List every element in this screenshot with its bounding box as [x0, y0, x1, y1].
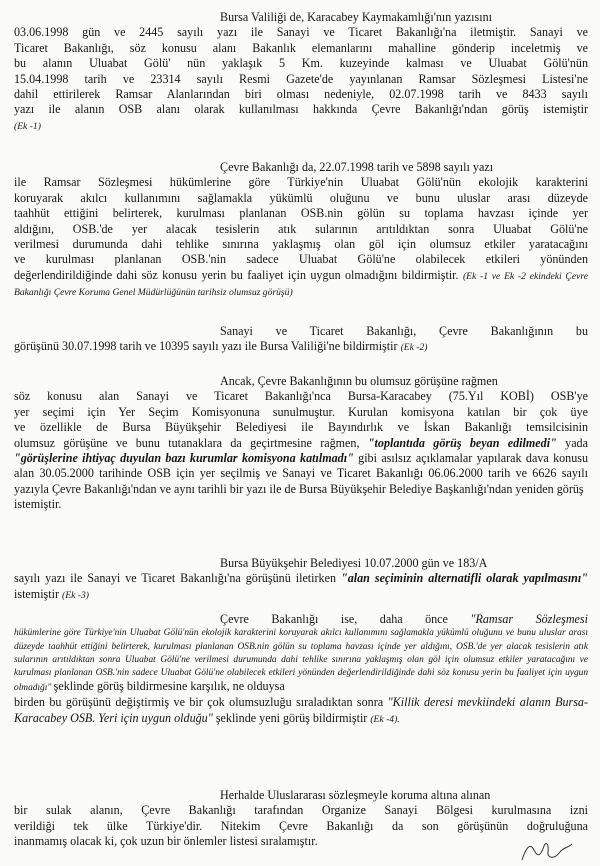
quoted-statement: mevkiindeki alanın Bursa-Karacabey OSB. Yeri için uygun olduğu" [14, 695, 589, 725]
text-segment: istemiştir [14, 586, 60, 601]
quote-line: Gölü'ne verilmesi durumunda dahi tehlike sınırına yaklaşmış olan göl için olumsuz etkiler yaratacağını ve [160, 654, 589, 665]
quote-line: söz konusu yerin bu faaliyet için uygun olmadığı" [14, 668, 589, 694]
text-line: Ancak, Çevre Bakanlığının bu olumsuz görüşüne rağmen [220, 374, 498, 388]
text-line: aldığını, OSB.'de yer alacak tesislerin atık sularının arıtıldıktan sonra Uluabat Gölü'ne [14, 221, 588, 236]
text-line: 03.06.1998 gün ve 2445 sayılı yazı ile Sanayi ve Ticaret Bakanlığı'na iletmiştir. Sanayi ve [14, 25, 588, 40]
quoted-statement: "toplantıda görüş beyan edilmedi" [367, 435, 557, 450]
paragraph-4 [14, 374, 588, 513]
text-segment: birden bu görüşünü değiştirmiş ve bir çok olumsuzluğu sıraladıktan sonra [14, 695, 384, 710]
text-segment: Sanayi ve Ticaret Bakanlığı 06.06.2000 tarih ve 6626 sayılı yazıyla Çevre Bakanlığı'ndan ve [14, 466, 588, 496]
text-line: inanmamış olacak ki, çok uzun bir önlemler listesi sıralamıştır. [14, 834, 318, 849]
text-segment: değerlendirildiğinde dahi söz konusu yerin bu faaliyet için uygun olmadığını bildirmiştir. [14, 267, 459, 282]
text-line: söz konusu alan Sanayi ve Ticaret Bakanlığı'nca Bursa-Karacabey (75.Yıl KOBİ) OSB'ye [14, 389, 588, 404]
paragraph-3 [14, 324, 588, 356]
quote-line: hükümlerine göre Türkiye'nin Uluabat Gölü'nün ekolojik karakterini koruyarak akılcı kullanımını sağlamakla [14, 628, 434, 639]
text-block [14, 436, 588, 498]
text-line: yer seçimi için Yer Seçim Komisyonuna sunulmuştur. Kurulan komisyona katılan bir çok üye [14, 404, 588, 419]
text-segment: gibi [358, 450, 377, 465]
paragraph-7 [14, 788, 588, 850]
text-line [14, 268, 588, 301]
text-segment: şeklinde yeni görüş [215, 710, 310, 725]
text-segment: bildirmiştir [312, 710, 368, 725]
text-line: Ticaret Bakanlığı, söz konusu alanı Bakanlık elemanlarını mahalline gönderip inceletmiş ve [14, 40, 588, 55]
reference [14, 118, 588, 134]
quoted-block [14, 627, 588, 695]
quote-line: yükümlü oluğunu ve bunu uluslar arası düzeyde taahhüt ettiğini belirterek, kurulması planlanan OSB.nin gölün [14, 628, 588, 652]
paragraph-2 [14, 160, 588, 301]
text-line: Sanayi ve Ticaret Bakanlığı, Çevre Bakanlığının bu [220, 324, 588, 338]
text-segment: Çevre Bakanlığı ise, daha önce [220, 612, 448, 626]
exhibit-reference: (Ek -1 ve Ek -2 ekindeki Çevre Bakanlığı Çevre Koruma Genel Müdürlüğünün tarihsiz olumsuz görüşü) [14, 270, 588, 299]
text-segment: görüşünü 30.07.1998 tarih ve 10395 sayılı yazı ile Bursa Valiliği'ne bildirmiştir [14, 339, 398, 354]
text-line: bu alanın Uluabat Gölü' nün yaklaşık 5 Km. kuzeyinde kalması ve Uluabat Gölü'nün [14, 56, 588, 71]
text-line: verilmesi durumunda dahi tehlike sınırına yaklaşmış olan göl için olumsuz etkiler yaratacağını [14, 236, 588, 251]
quoted-statement: "Ramsar Sözleşmesi [470, 612, 588, 626]
text-line: bir sulak alanın, Çevre Bakanlığı tarafından Organize Sanayi Bölgesi kurulmasına izni [14, 803, 588, 818]
text-line: istemiştir. [14, 497, 62, 512]
text-segment: aynı tarihli bir yazı ile de Bursa Büyükşehir Belediye Başkanlığı'ndan yeniden görüş [174, 481, 584, 496]
text-line: Bursa Valiliği de, Karacabey Kaymakamlığı'nın yazısını [220, 10, 492, 24]
text-block [14, 571, 588, 603]
exhibit-reference: (Ek -1) [14, 120, 41, 132]
quoted-statement: "görüşlerine ihtiyaç duyulan bazı kurumlar komisyona katılmadı" [14, 450, 354, 465]
exhibit-reference: (Ek -2) [400, 342, 428, 354]
text-line: ve kurulması planlanan OSB.'nin sadece Uluabat Gölü'ne olabilecek etkileri yönünden [14, 252, 588, 267]
quoted-statement: "Killik deresi [387, 695, 454, 710]
text-segment: asılsız açıklamalar yapılarak dava konusu alan 30.05.2000 tarihinde OSB için yer seçilmiş ve [14, 450, 589, 481]
text-line: verildiği tek ülke Türkiye'dir. Nitekim Çevre Bakanlığı da son görüşünün doğruluğuna [14, 818, 588, 833]
quoted-statement: "alan seçiminin alternatifli olarak yapılmasını" [341, 571, 588, 586]
text-segment: sayılı yazı ile Sanayi ve Ticaret Bakanlığı'na görüşünü iletirken [14, 571, 337, 586]
text-line: 15.04.1998 tarih ve 23314 sayılı Resmi Gazete'de yayınlanan Ramsar Sözleşmesi Listesi'ne [14, 71, 588, 86]
text-line [14, 612, 588, 627]
paragraph-1 [14, 10, 588, 134]
paragraph-6 [14, 612, 588, 727]
text-line: ile Ramsar Sözleşmesi hükümlerine göre Türkiye'nin Uluabat Gölü'nün ekolojik karakterini [14, 175, 588, 190]
text-line: yazı ile alanın OSB alanı olarak kullanılması hakkında Çevre Bakanlığı'ndan görüş istemiştir [14, 102, 588, 117]
text-line [14, 339, 588, 355]
text-line: ve özellikle de Bursa Büyükşehir Belediyesi ile Bayındırlık ve İskan Bakanlığı temsilcisinin [14, 420, 588, 435]
text-line: koruyarak akılcı kullanımını sağlamakla yükümlü oluğunu ve bunu uluslar arası düzeyde [14, 190, 588, 205]
quote-line: kurulması planlanan OSB.'nin sadece Uluabat Gölü'ne olabilecek etkileri yönünden değerlendirildiğinde dahi [14, 668, 435, 679]
text-line: Herhalde Uluslararası sözleşmeyle koruma altına alınan [220, 788, 491, 802]
exhibit-reference: (Ek -3) [62, 589, 89, 601]
text-segment: yada [565, 435, 588, 450]
paragraph-5 [14, 556, 588, 603]
exhibit-reference: (Ek -4). [370, 713, 400, 725]
quote-line: su toplama havzası içinde yer aldığını, OSB.'de yer alacak tesislerin atık sularının arıtıldıktan sonra Uluabat [14, 641, 589, 665]
text-line: dahil ettirilerek Ramsar Alanlarından biri olması nedeniyle, 02.07.1998 tarih ve 8433 sayılı [14, 86, 588, 101]
text-line: taahhüt ettiğini belirterek, kurulması planlanan OSB.nin gölün su toplama havzası içinde yer [14, 206, 588, 221]
text-block [14, 695, 588, 727]
signature-mark [516, 838, 576, 864]
text-line: Çevre Bakanlığı da, 22.07.1998 tarih ve 5898 sayılı yazı [220, 160, 494, 174]
text-segment: olumsuz görüşüne ve bunu tutanaklara da geçirtmesine rağmen, [14, 435, 360, 450]
text-line: Bursa Büyükşehir Belediyesi 10.07.2000 gün ve 183/A [220, 556, 488, 570]
text-segment: şeklinde görüş bildirmesine karşılık, ne olduysa [53, 679, 285, 694]
